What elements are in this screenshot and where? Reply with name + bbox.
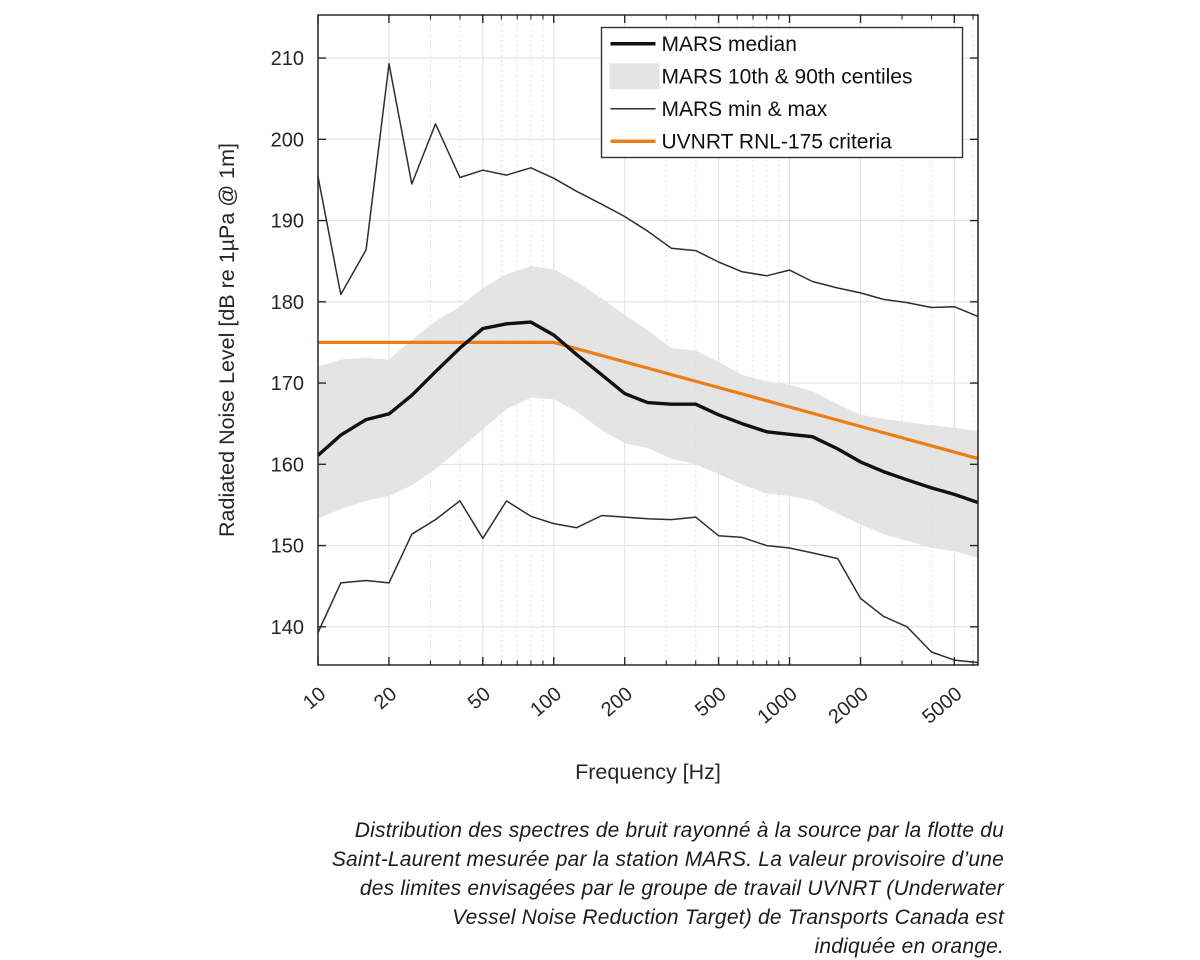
x-tick-label: 200	[597, 682, 637, 722]
legend-entry-label: MARS 10th & 90th centiles	[661, 65, 913, 89]
x-tick-label: 1000	[753, 682, 802, 729]
x-axis-label: Frequency [Hz]	[575, 760, 721, 784]
legend-swatch-patch	[610, 63, 660, 89]
y-axis-label: Radiated Noise Level [dB re 1µPa @ 1m]	[215, 143, 239, 537]
x-tick-label: 500	[691, 682, 731, 722]
y-tick-label: 190	[270, 210, 304, 233]
x-tick-label: 5000	[918, 682, 967, 729]
caption-line: Vessel Noise Reduction Target) de Transports Canada est	[452, 906, 1004, 929]
caption-line: Distribution des spectres de bruit rayonné à la source par la flotte du	[354, 819, 1004, 842]
caption-line: Saint-Laurent mesurée par la station MARS. La valeur provisoire d’une	[331, 848, 1004, 871]
y-tick-label: 200	[270, 129, 304, 152]
caption-line: des limites envisagées par le groupe de travail UVNRT (Underwater	[359, 877, 1004, 900]
x-tick-label: 100	[526, 682, 566, 722]
y-tick-label: 210	[270, 48, 304, 71]
legend-entry-label: MARS median	[661, 32, 797, 56]
figure-caption	[184, 816, 1004, 960]
y-tick-label: 160	[270, 454, 304, 477]
x-tick-label: 20	[370, 682, 402, 715]
y-tick-label: 140	[270, 616, 304, 639]
x-tick-label: 10	[299, 682, 331, 715]
caption-line: indiquée en orange.	[814, 935, 1004, 958]
y-tick-label: 170	[270, 373, 304, 396]
x-tick-label: 50	[463, 682, 496, 715]
y-tick-label: 180	[270, 291, 304, 314]
legend-entry-label: UVNRT RNL-175 criteria	[661, 130, 892, 154]
x-tick-label: 2000	[824, 682, 873, 729]
legend-entry-label: MARS min & max	[661, 97, 828, 121]
y-tick-label: 150	[270, 535, 304, 558]
